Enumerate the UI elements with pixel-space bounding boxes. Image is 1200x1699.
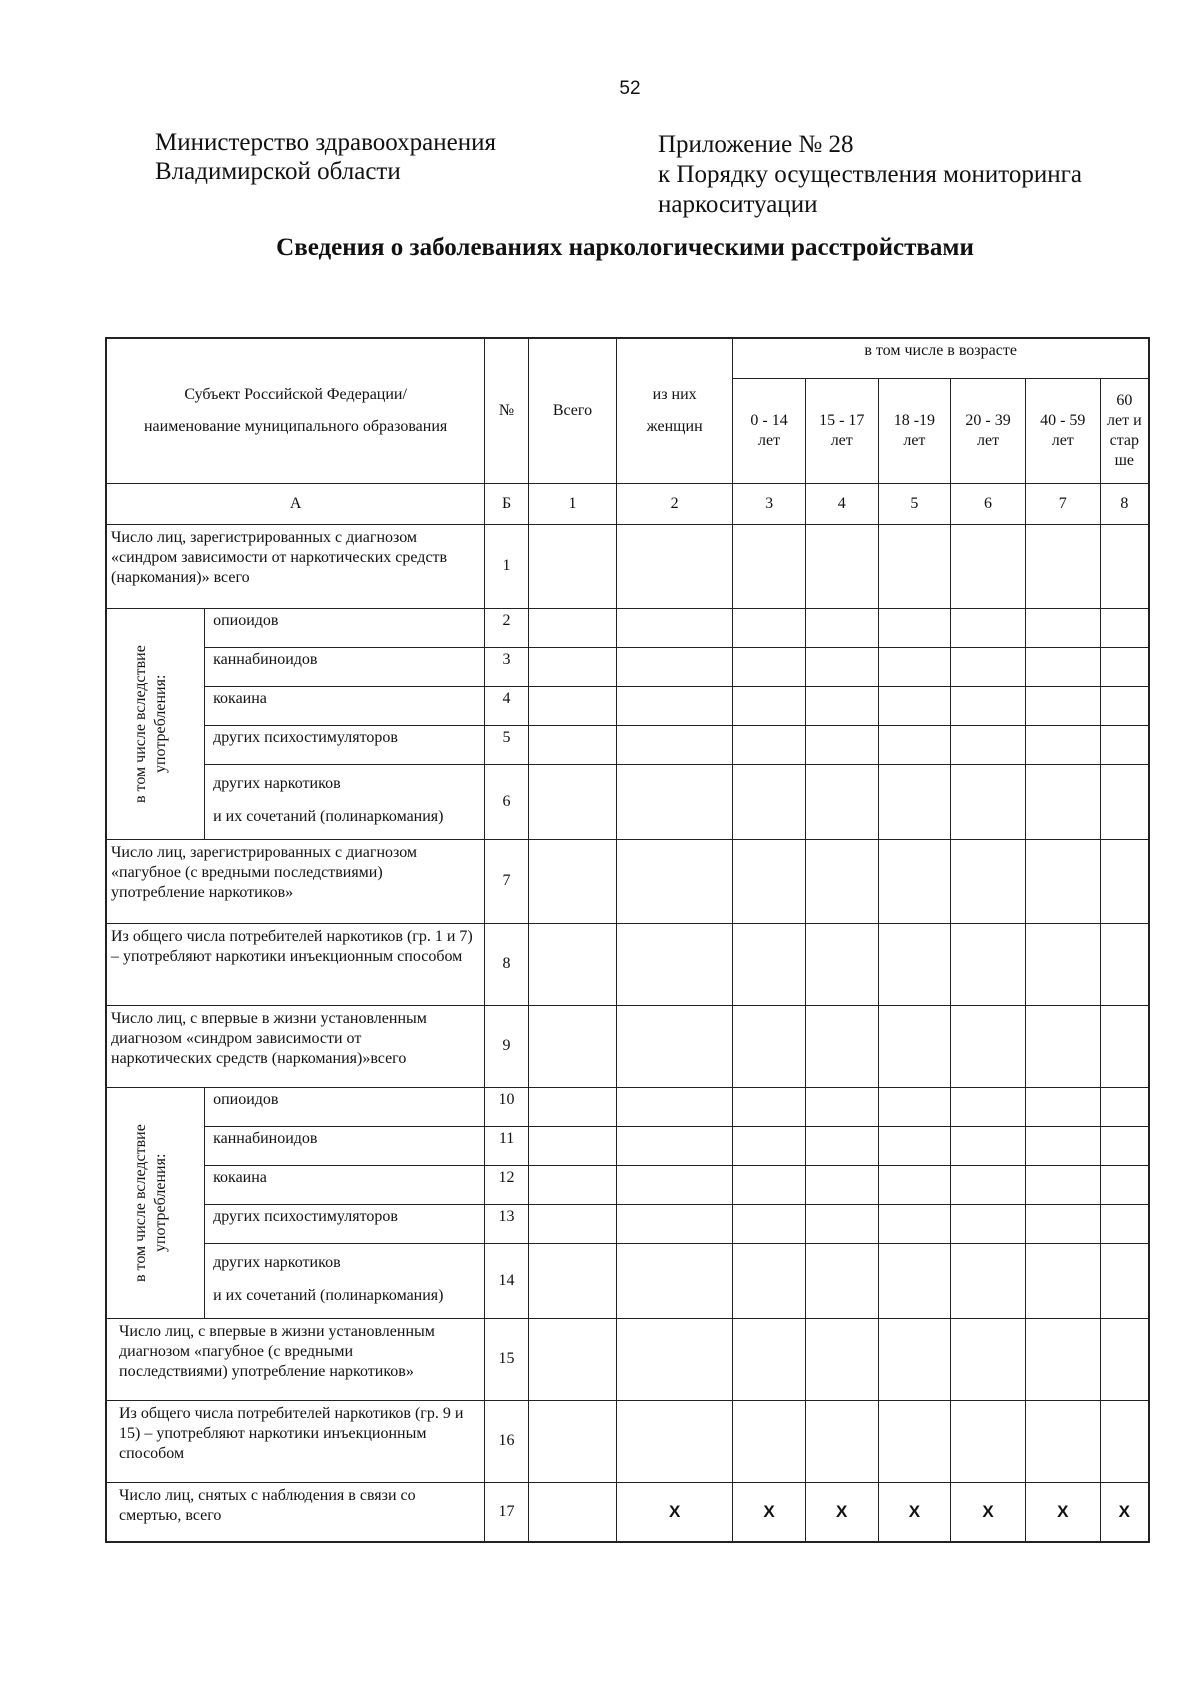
row-number: 13 [485,1204,529,1243]
number-header: № [485,338,529,483]
age-line: лет и [1106,411,1142,429]
x-mark: Х [878,1482,951,1542]
row-label: каннабиноидов [205,647,485,686]
appendix-line: наркоситуации [658,191,818,218]
age-header [878,378,951,483]
table-row [106,1126,1149,1165]
table-row [106,1005,1149,1087]
row-label: других психостимуляторов [205,1204,485,1243]
row-number: 7 [485,839,529,923]
subject-header-line: Субъект Российской Федерации/ [184,385,407,403]
row-label [205,1243,485,1318]
column-letters-row [106,483,1149,524]
column-letter: 7 [1025,483,1100,524]
ministry-block [155,128,496,186]
table-row [106,1243,1149,1318]
appendix-line: к Порядку осуществления мониторинга [658,161,1082,188]
column-letter: 8 [1100,483,1149,524]
row-number: 3 [485,647,529,686]
row-label: кокаина [205,1165,485,1204]
column-letter: 4 [805,483,878,524]
report-table [105,337,1150,1543]
row-label: кокаина [205,686,485,725]
table-row [106,608,1149,647]
column-letter: 2 [617,483,733,524]
row-number: 2 [485,608,529,647]
x-mark: Х [1100,1482,1149,1542]
group-label [106,1087,205,1318]
age-line: 18 -19 [893,411,936,429]
row-label: Число лиц, с впервые в жизни установленным диагнозом «синдром зависимости от наркотических средств (наркомания)»всего [106,1005,485,1087]
row-number: 12 [485,1165,529,1204]
table-row [106,1087,1149,1126]
column-letter: 1 [528,483,616,524]
column-letter: А [106,483,485,524]
age-line: лет [903,431,926,449]
page-number: 52 [619,78,641,99]
row-number: 16 [485,1400,529,1482]
age-line: лет [1051,431,1074,449]
row-label: других психостимуляторов [205,725,485,764]
row-label: опиоидов [205,608,485,647]
row-label-line: других наркотиков [213,774,341,792]
age-line: лет [977,431,1000,449]
row-label: каннабиноидов [205,1126,485,1165]
age-header [951,378,1026,483]
x-mark: Х [1025,1482,1100,1542]
age-group-header: в том числе в возрасте [733,338,1149,378]
table-row [106,1482,1149,1542]
table-row [106,1400,1149,1482]
row-label: опиоидов [205,1087,485,1126]
age-line: 15 - 17 [819,411,865,429]
table-row [106,839,1149,923]
group-label-text: в том числе вследствие употребления: [131,1123,169,1282]
row-label: Число лиц, зарегистрированных с диагнозом «пагубное (с вредными последствиями) употребление наркотиков» [106,839,485,923]
row-number: 11 [485,1126,529,1165]
age-line: лет [758,431,781,449]
appendix-line: Приложение № 28 [658,131,854,158]
age-header [733,378,806,483]
x-mark: Х [951,1482,1026,1542]
subject-header-line: наименование муниципального образования [143,417,448,435]
age-line: стар [1109,431,1139,449]
age-header [1100,378,1149,483]
table-row [106,1318,1149,1400]
age-line: лет [830,431,853,449]
subject-header [106,338,485,483]
row-label-line: других наркотиков [213,1253,341,1271]
x-mark: Х [617,1482,733,1542]
row-number: 5 [485,725,529,764]
row-label [205,764,485,839]
table-row [106,725,1149,764]
row-number: 14 [485,1243,529,1318]
women-header-line: женщин [646,417,703,435]
row-number: 10 [485,1087,529,1126]
age-line: 60 [1116,391,1133,409]
row-number: 9 [485,1005,529,1087]
row-label: Из общего числа потребителей наркотиков (гр. 9 и 15) – употребляют наркотики инъекционным способом [106,1400,485,1482]
column-letter: Б [485,483,529,524]
row-label: Число лиц, зарегистрированных с диагнозом «синдром зависимости от наркотических средств (наркомания)» всего [106,524,485,608]
column-letter: 3 [733,483,806,524]
row-number: 17 [485,1482,529,1542]
group-label [106,608,205,839]
row-label: Из общего числа потребителей наркотиков (гр. 1 и 7) – употребляют наркотики инъекционным способом [106,923,485,1005]
age-line: 20 - 39 [965,411,1011,429]
women-header-line: из них [652,385,697,403]
age-header [1025,378,1100,483]
column-letter: 5 [878,483,951,524]
ministry-line: Министерство здравоохранения [155,129,496,156]
women-header [617,338,733,483]
appendix-block [658,130,1082,220]
table-row [106,764,1149,839]
table-row [106,1165,1149,1204]
x-mark: Х [733,1482,806,1542]
row-label: Число лиц, снятых с наблюдения в связи со смертью, всего [106,1482,485,1542]
row-number: 1 [485,524,529,608]
table-row [106,647,1149,686]
row-number: 8 [485,923,529,1005]
age-line: ше [1114,451,1135,469]
table-row [106,524,1149,608]
table-row [106,686,1149,725]
header-row [106,338,1149,378]
document-title: Сведения о заболеваниях наркологическими расстройствами [276,234,974,261]
total-header: Всего [528,338,616,483]
row-label-line: и их сочетаний (полинаркомания) [213,807,444,825]
age-header [805,378,878,483]
table-row [106,923,1149,1005]
row-number: 6 [485,764,529,839]
row-label-line: и их сочетаний (полинаркомания) [213,1286,444,1304]
row-number: 4 [485,686,529,725]
table-row [106,1204,1149,1243]
age-line: 40 - 59 [1040,411,1086,429]
row-number: 15 [485,1318,529,1400]
row-label: Число лиц, с впервые в жизни установленным диагнозом «пагубное (с вредными последствиями) употребление наркотиков» [106,1318,485,1400]
group-label-text: в том числе вследствие употребления: [131,644,169,803]
column-letter: 6 [951,483,1026,524]
ministry-line: Владимирской области [155,158,401,185]
age-line: 0 - 14 [750,411,788,429]
x-mark: Х [805,1482,878,1542]
